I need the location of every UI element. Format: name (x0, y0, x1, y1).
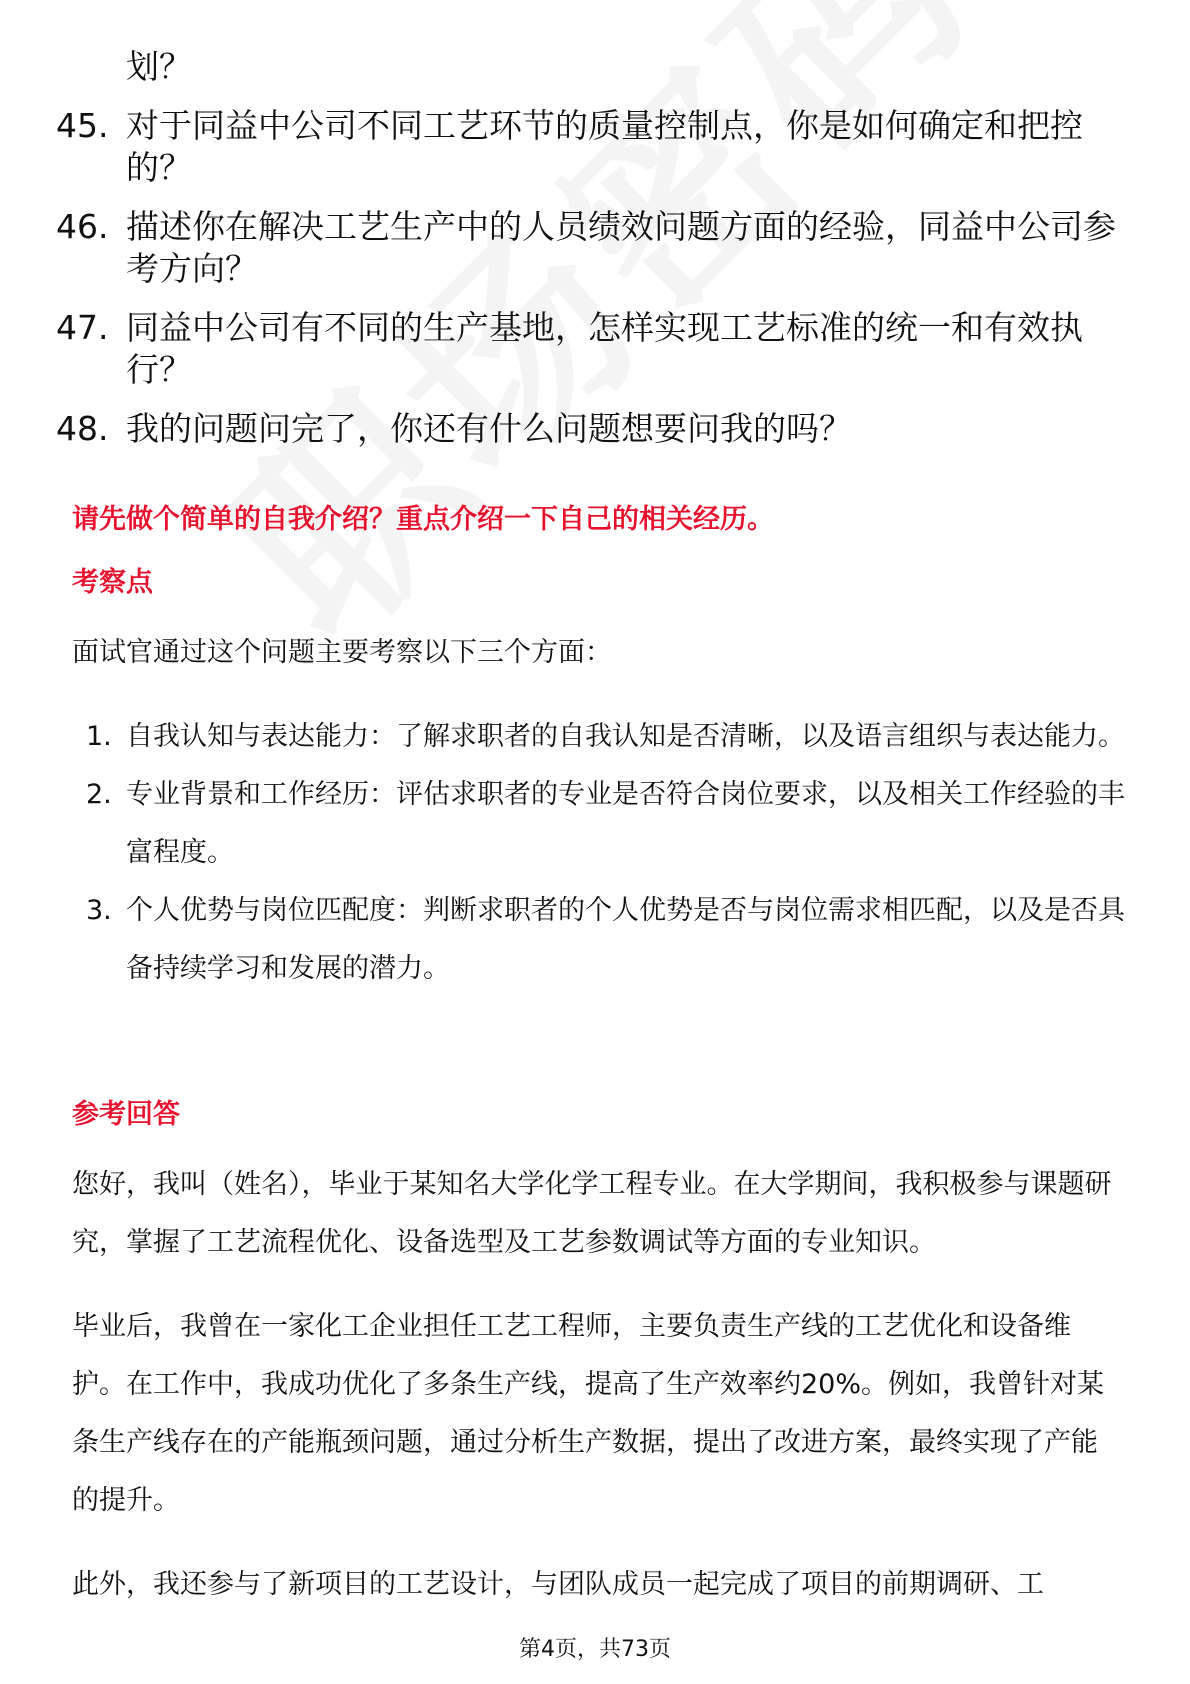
question-number: 47. (56, 308, 109, 347)
page-footer: 第4页，共73页 (519, 1637, 671, 1662)
list-item (86, 708, 1126, 766)
question-item (56, 105, 1136, 189)
list-item-number: 3. (86, 895, 112, 926)
examine-intro: 面试官通过这个问题主要考察以下三个方面： (72, 637, 612, 668)
question-text: 对于同益中公司不同工艺环节的质量控制点，你是如何确定和把控的？ (126, 106, 1083, 187)
question-text: 我的问题问完了，你还有什么问题想要问我的吗？ (126, 409, 852, 448)
question-number: 48. (56, 409, 109, 448)
list-item (86, 882, 1126, 998)
list-item-text: 自我认知与表达能力：了解求职者的自我认知是否清晰，以及语言组织与表达能力。 (126, 721, 1125, 752)
list-item-text: 专业背景和工作经历：评估求职者的专业是否符合岗位要求，以及相关工作经验的丰富程度。 (126, 779, 1125, 868)
question-list (56, 105, 1136, 467)
list-item-number: 2. (86, 779, 112, 810)
question-item (56, 408, 1136, 450)
question-item (56, 206, 1136, 290)
answer-paragraph: 您好，我叫（姓名），毕业于某知名大学化学工程专业。在大学期间，我积极参与课题研究，掌握了工艺流程优化、设备选型及工艺参数调试等方面的专业知识。 (72, 1169, 1112, 1258)
question-continuation: 划？ (126, 47, 192, 86)
question-number: 45. (56, 106, 109, 145)
question-item (56, 307, 1136, 391)
section-title-examine: 考察点 (72, 567, 153, 598)
section-title-answer: 参考回答 (72, 1099, 180, 1130)
question-text: 同益中公司有不同的生产基地，怎样实现工艺标准的统一和有效执行？ (126, 308, 1083, 389)
answer-paragraph: 毕业后，我曾在一家化工企业担任工艺工程师，主要负责生产线的工艺优化和设备维护。在工作中，我成功优化了多条生产线，提高了生产效率约20%。例如，我曾针对某条生产线存在的产能瓶颈问题，通过分析生产数据，提出了改进方案，最终实现了产能的提升。 (72, 1311, 1105, 1516)
question-number: 46. (56, 207, 109, 246)
question-text: 描述你在解决工艺生产中的人员绩效问题方面的经验，同益中公司参考方向？ (126, 207, 1116, 288)
examine-list (86, 708, 1126, 998)
list-item (86, 766, 1126, 882)
list-item-number: 1. (86, 721, 112, 752)
list-item-text: 个人优势与岗位匹配度：判断求职者的个人优势是否与岗位需求相匹配，以及是否具备持续学习和发展的潜力。 (126, 895, 1125, 984)
answer-paragraph: 此外，我还参与了新项目的工艺设计，与团队成员一起完成了项目的前期调研、工 (72, 1569, 1044, 1600)
question-headline: 请先做个简单的自我介绍？重点介绍一下自己的相关经历。 (72, 504, 774, 535)
